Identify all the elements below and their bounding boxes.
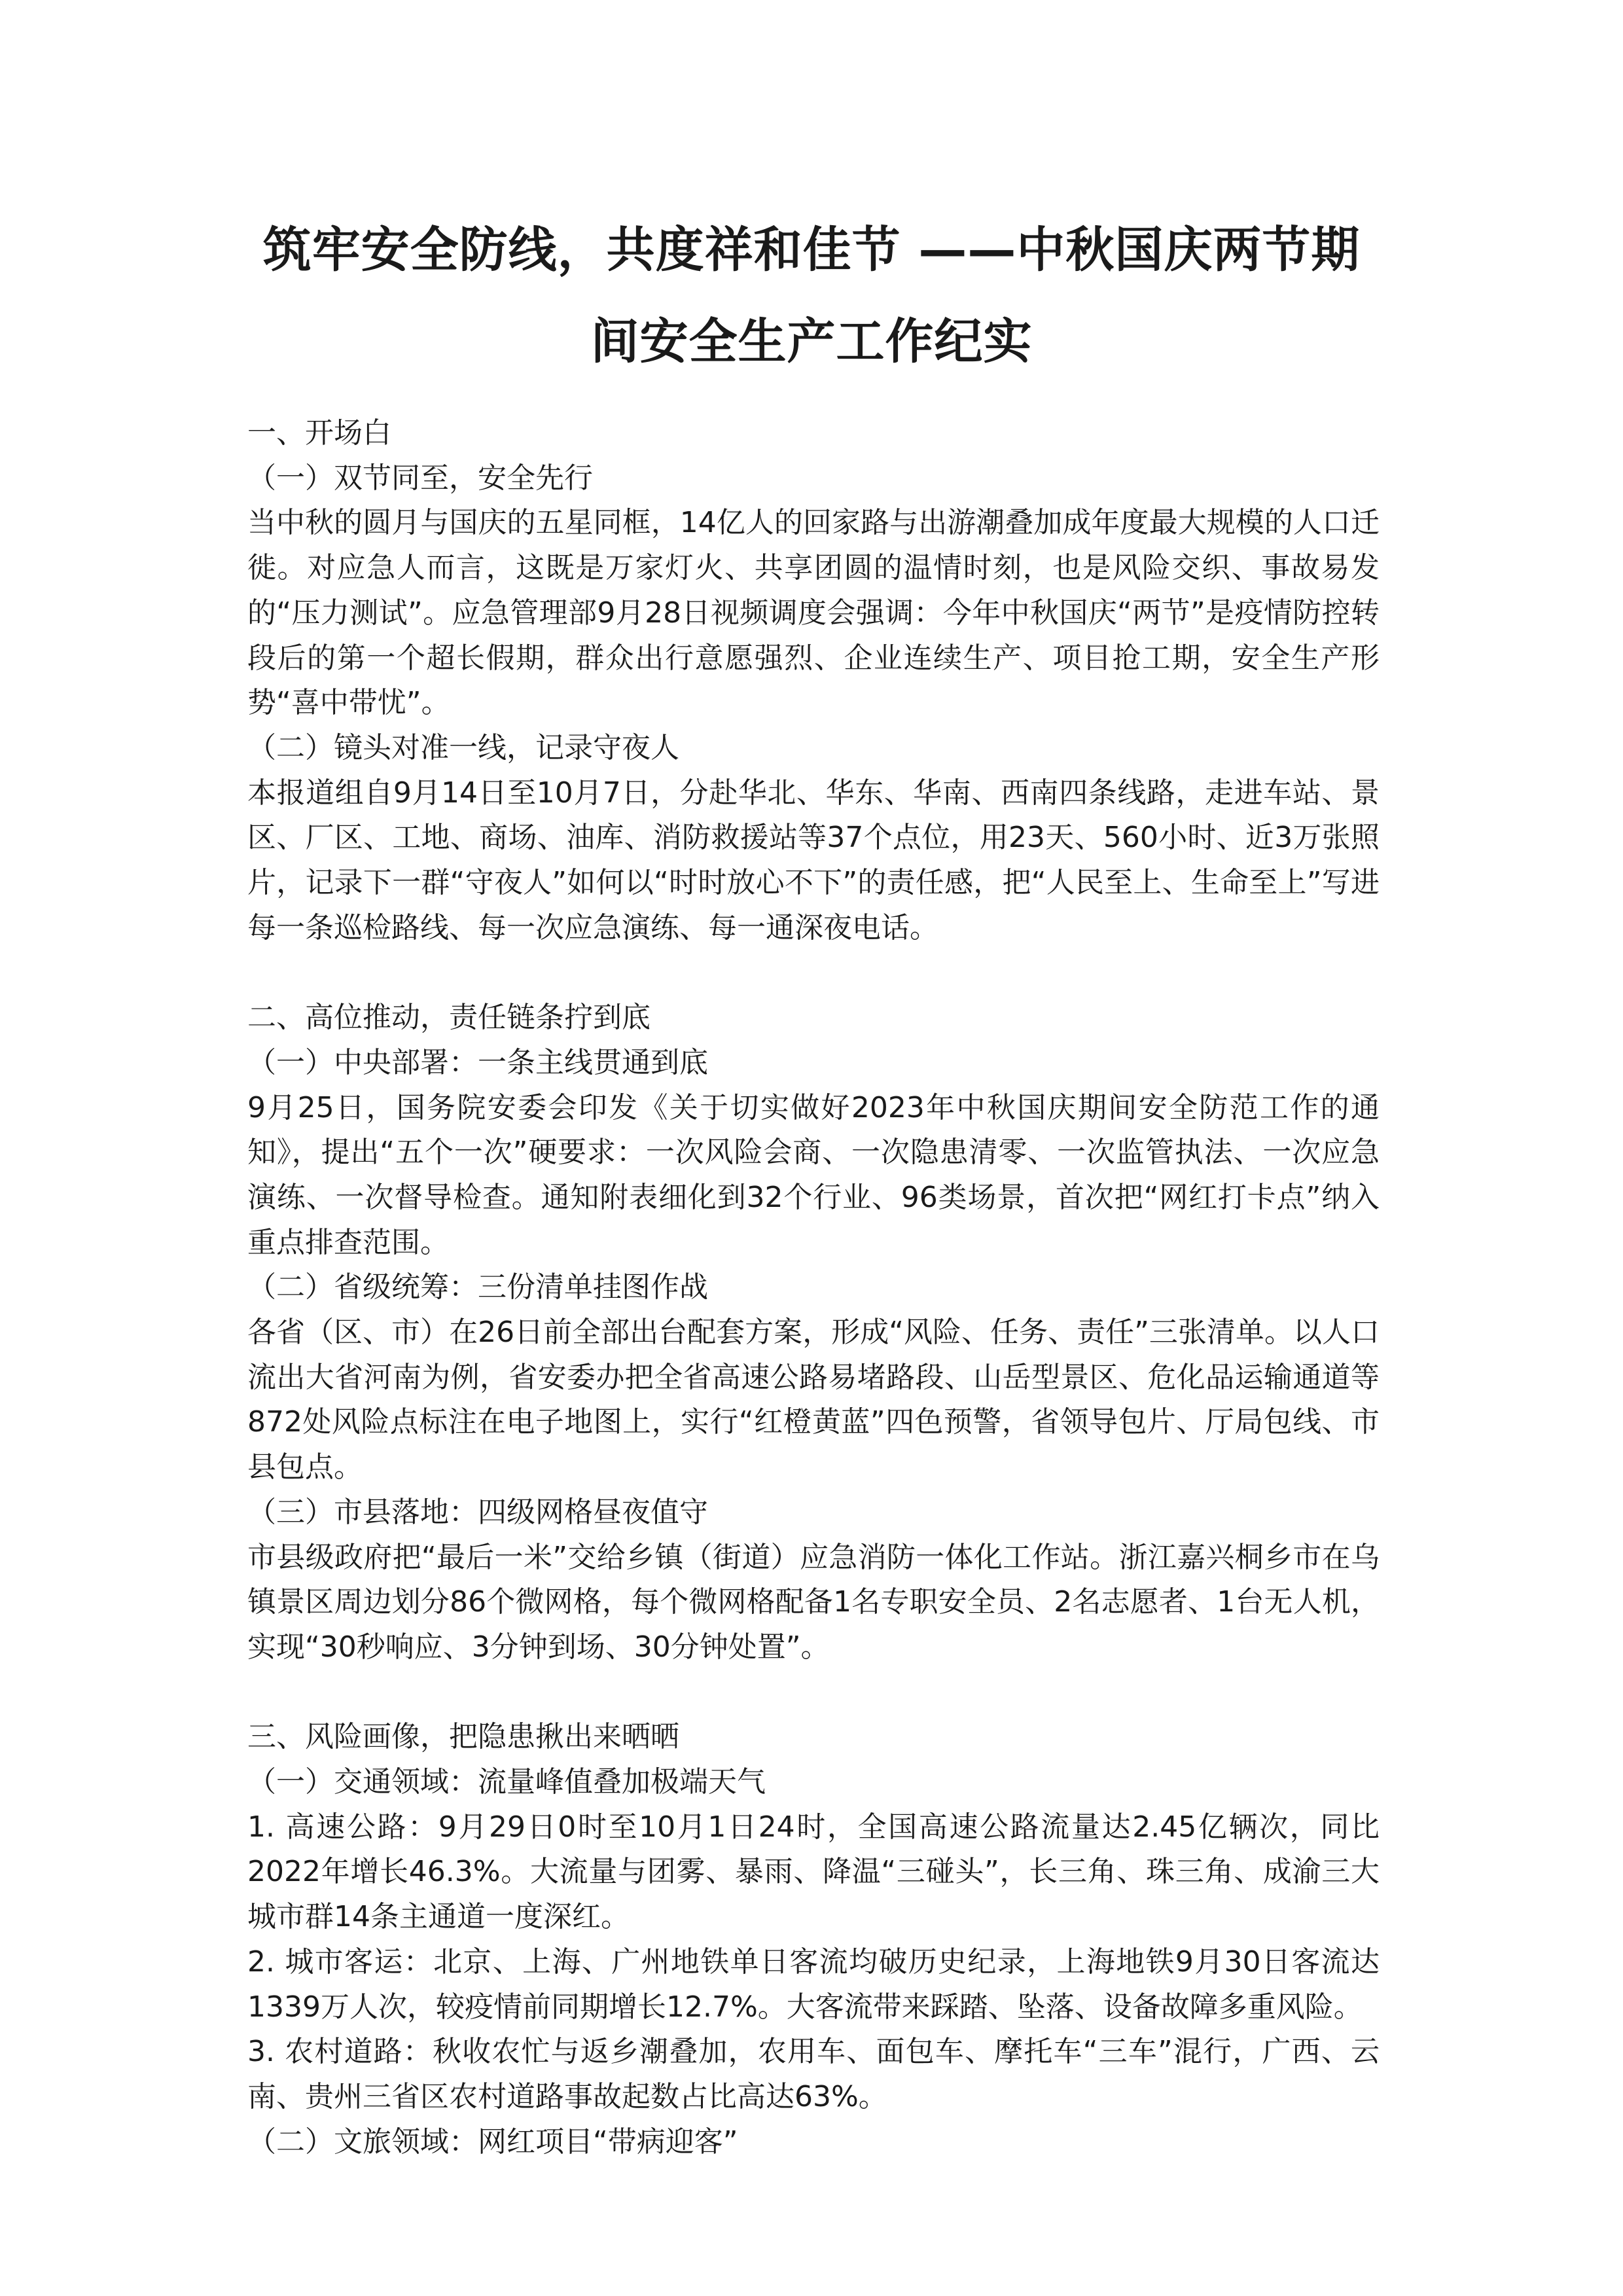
paragraph: 9月25日，国务院安委会印发《关于切实做好2023年中秋国庆期间安全防范工作的通知》，提出“五个一次”硬要求：一次风险会商、一次隐患清零、一次监管执法、一次应急演练、一次督导检查。通知附表细化到32个行业、96类场景，首次把“网红打卡点”纳入重点排查范围。 xyxy=(247,1090,1380,1259)
section-heading: 三、风险画像，把隐患揪出来晒晒 xyxy=(247,1720,679,1754)
list-item: 2. 城市客运：北京、上海、广州地铁单日客流均破历史纪录，上海地铁9月30日客流达1339万人次，较疫情前同期增长12.7%。大客流带来踩踏、坠落、设备故障多重风险。 xyxy=(247,1945,1380,2024)
subsection-heading: （一）交通领域：流量峰值叠加极端天气 xyxy=(247,1765,766,1799)
section-spacer xyxy=(247,1670,1380,1715)
list-item: 1. 高速公路：9月29日0时至10月1日24时，全国高速公路流量达2.45亿辆次，同比2022年增长46.3%。大流量与团雾、暴雨、降温“三碰头”，长三角、珠三角、成渝三大城市群14条主通道一度深红。 xyxy=(247,1810,1380,1934)
title-line-1: 筑牢安全防线，共度祥和佳节 ——中秋国庆两节期 xyxy=(262,222,1361,278)
paragraph: 市县级政府把“最后一米”交给乡镇（街道）应急消防一体化工作站。浙江嘉兴桐乡市在乌镇景区周边划分86个微网格，每个微网格配备1名专职安全员、2名志愿者、1台无人机，实现“30秒响应、3分钟到场、30分钟处置”。 xyxy=(247,1540,1380,1664)
subsection-heading: （三）市县落地：四级网格昼夜值守 xyxy=(247,1495,708,1529)
paragraph: 各省（区、市）在26日前全部出台配套方案，形成“风险、任务、责任”三张清单。以人口流出大省河南为例，省安委办把全省高速公路易堵路段、山岳型景区、危化品运输通道等872处风险点标注在电子地图上，实行“红橙黄蓝”四色预警，省领导包片、厅局包线、市县包点。 xyxy=(247,1316,1380,1484)
title-line-2: 间安全生产工作纪实 xyxy=(590,314,1033,370)
subsection-heading: （一）中央部署：一条主线贯通到底 xyxy=(247,1045,708,1079)
section-spacer xyxy=(247,950,1380,996)
section-heading: 二、高位推动，责任链条拧到底 xyxy=(247,1001,651,1035)
section-heading: 一、开场白 xyxy=(247,416,391,450)
subsection-heading: （二）镜头对准一线，记录守夜人 xyxy=(247,730,679,764)
subsection-heading: （二）省级统筹：三份清单挂图作战 xyxy=(247,1270,708,1304)
document-title xyxy=(242,204,1381,387)
paragraph: 当中秋的圆月与国庆的五星同框，14亿人的回家路与出游潮叠加成年度最大规模的人口迁徙。对应急人而言，这既是万家灯火、共享团圆的温情时刻，也是风险交织、事故易发的“压力测试”。应急管理部9月28日视频调度会强调：今年中秋国庆“两节”是疫情防控转段后的第一个超长假期，群众出行意愿强烈、企业连续生产、项目抢工期，安全生产形势“喜中带忧”。 xyxy=(247,506,1380,720)
list-item: 3. 农村道路：秋收农忙与返乡潮叠加，农用车、面包车、摩托车“三车”混行，广西、云南、贵州三省区农村道路事故起数占比高达63%。 xyxy=(247,2035,1380,2113)
subsection-heading: （一）双节同至，安全先行 xyxy=(247,461,593,495)
document-body xyxy=(247,411,1380,2164)
subsection-heading: （二）文旅领域：网红项目“带病迎客” xyxy=(247,2125,738,2159)
paragraph: 本报道组自9月14日至10月7日，分赴华北、华东、华南、西南四条线路，走进车站、景区、厂区、工地、商场、油库、消防救援站等37个点位，用23天、560小时、近3万张照片，记录下一群“守夜人”如何以“时时放心不下”的责任感，把“人民至上、生命至上”写进每一条巡检路线、每一次应急演练、每一通深夜电话。 xyxy=(247,776,1380,944)
